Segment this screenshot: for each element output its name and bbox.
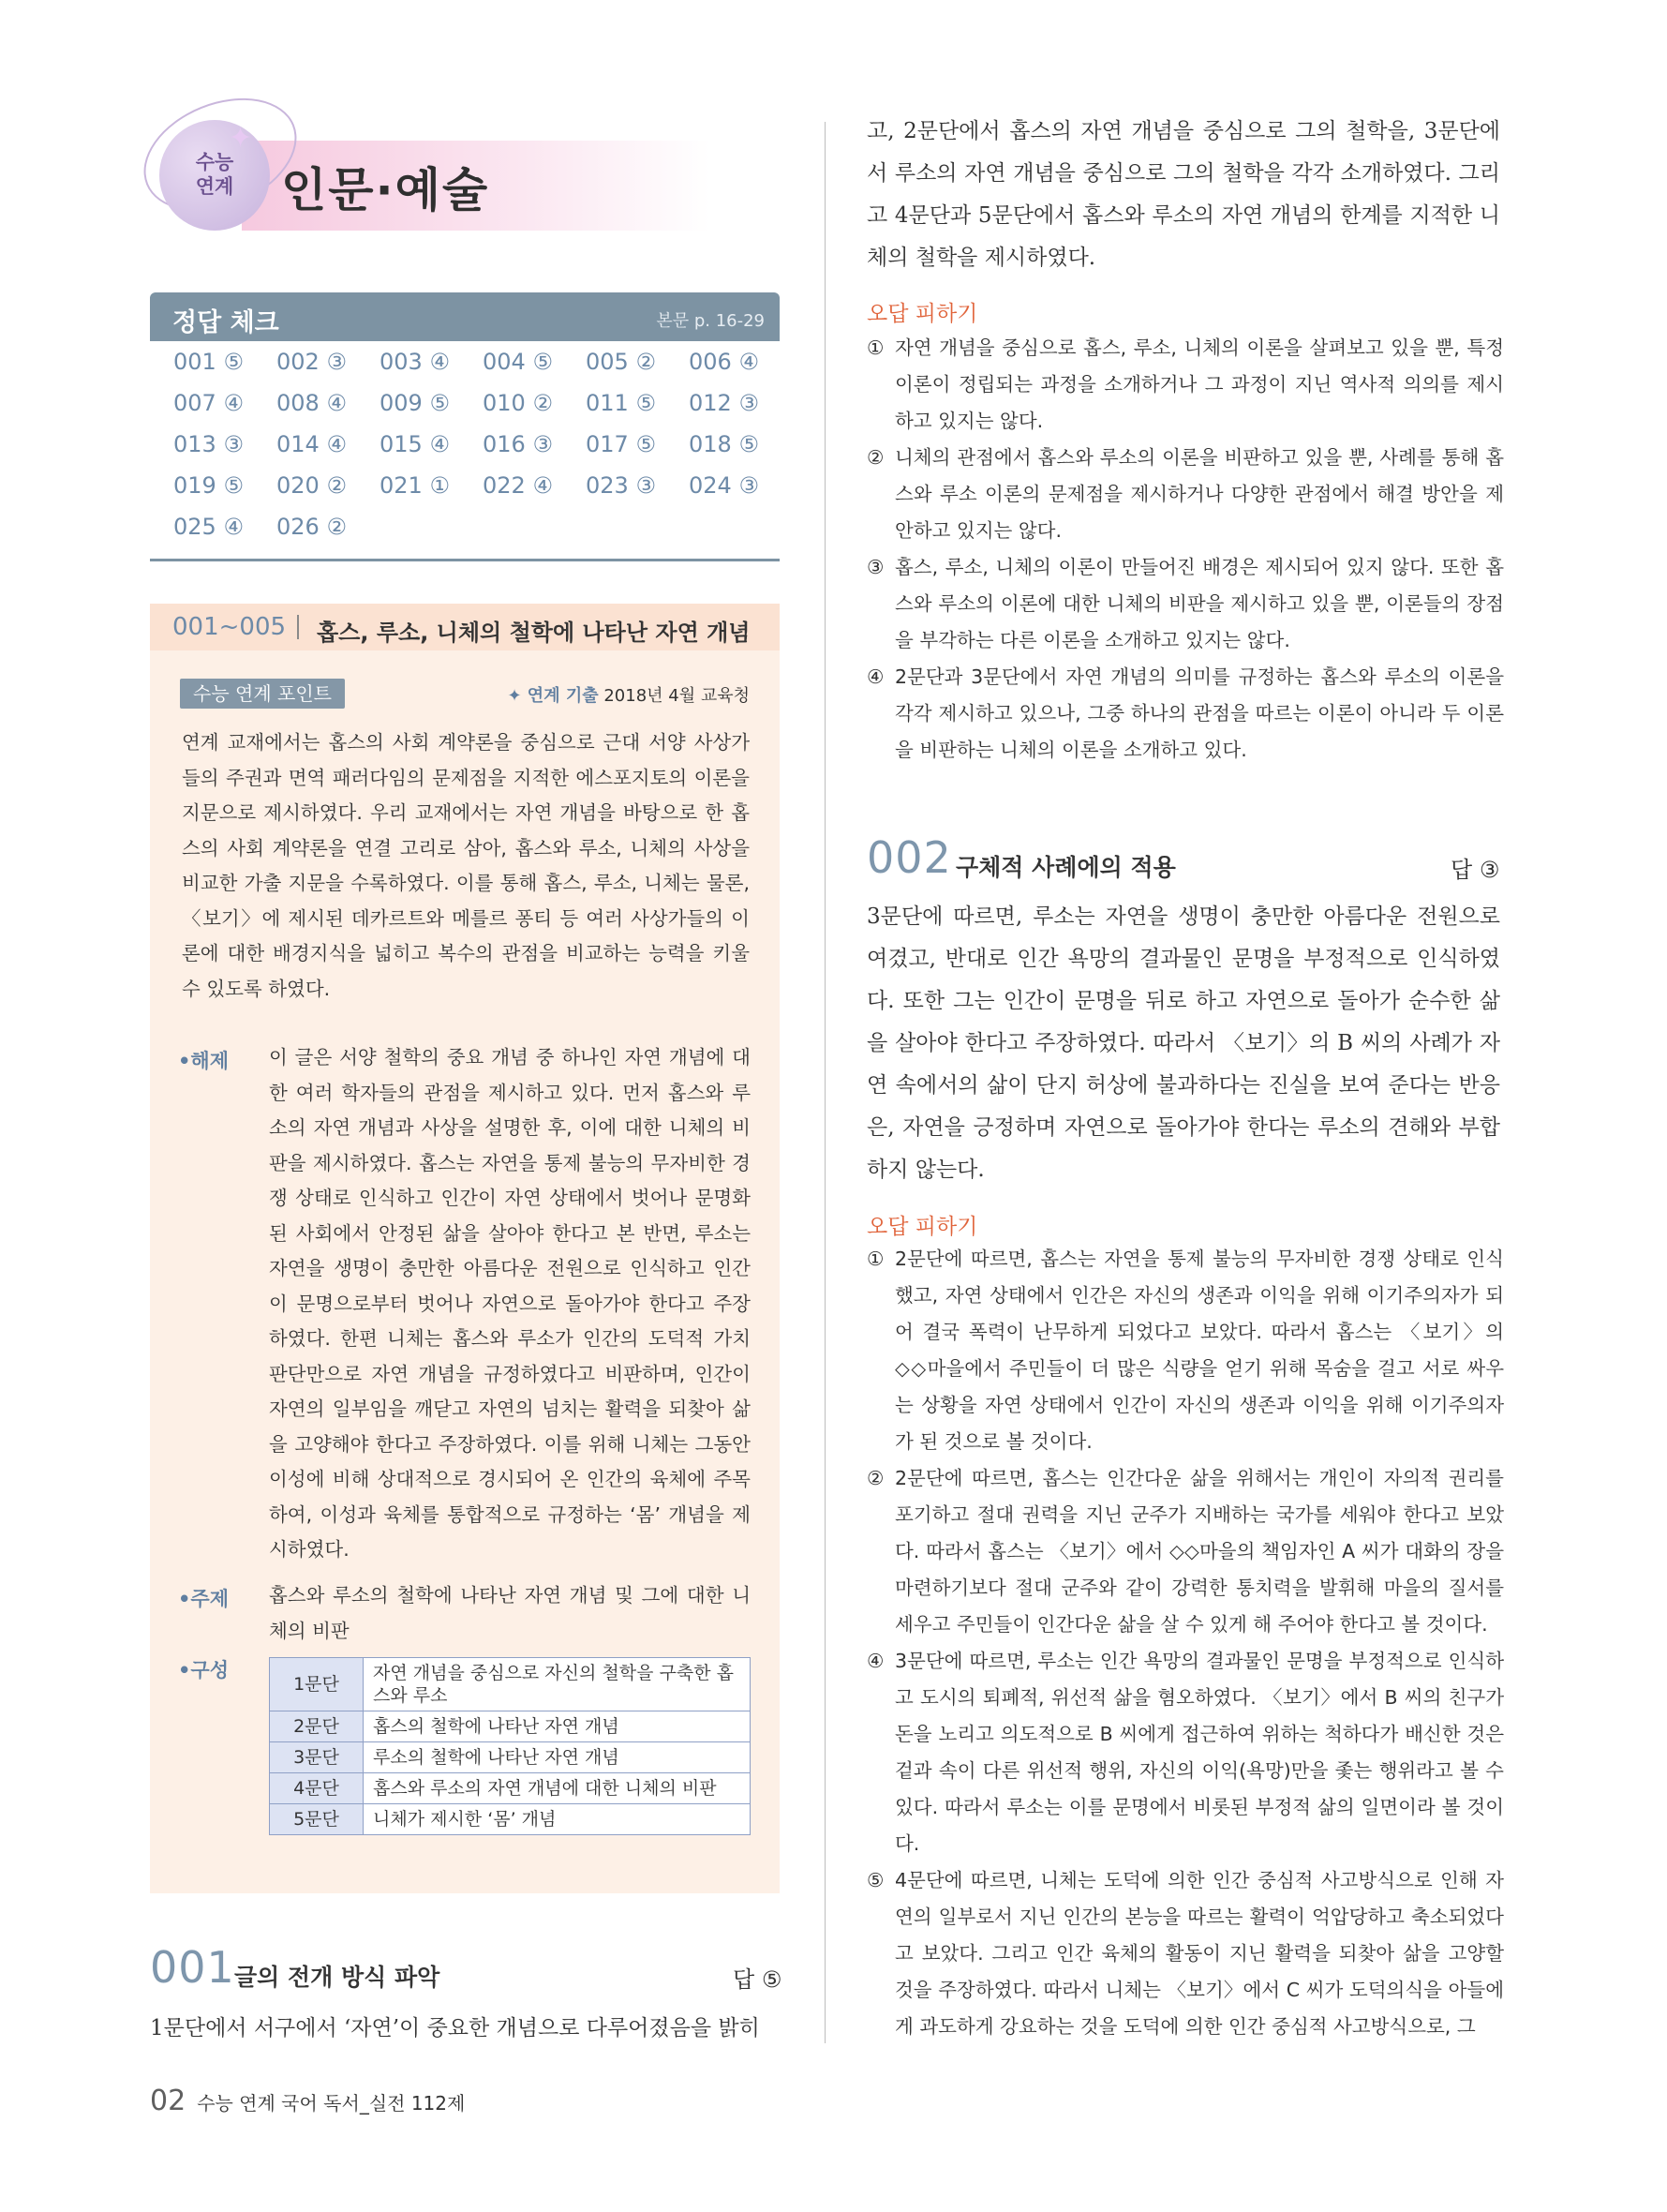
structure-paragraph: 2문단 <box>270 1711 364 1742</box>
option-item <box>867 549 1504 659</box>
q001-body-start: 1문단에서 서구에서 ‘자연’이 중요한 개념으로 다루어졌음을 밝히 <box>150 2016 760 2040</box>
header-badge-line2: 연계 <box>195 175 234 198</box>
option-text: 2문단에 따르면, 홉스는 인간다운 삶을 위해서는 개인이 자의적 권리를 포기하고 절대 권력을 지닌 군주가 지배하는 국가를 세워야 한다고 보았다. 따라서 홉스는 〈보기〉에서 ◇◇마을의 책임자인 A 씨가 대화의 장을 마련하기보다 절대 군주와 같이 강력한 통치력을 발휘해 마을의 질서를 세우고 주민들이 인간다운 삶을 살 수 있게 해 주어야 한다고 볼 것이다. <box>895 1467 1504 1636</box>
juje-label: •주제 <box>178 1588 229 1610</box>
structure-paragraph: 5문단 <box>270 1804 364 1835</box>
option-item <box>867 440 1504 549</box>
answer-item: 004 ⑤ <box>483 349 553 375</box>
option-number: ③ <box>867 556 885 578</box>
answer-item: 007 ④ <box>173 390 244 416</box>
answer-check-page-ref: 본문 p. 16-29 <box>656 311 765 331</box>
answer-item: 026 ② <box>276 514 347 540</box>
book-title: 수능 연계 국어 독서_실전 112제 <box>197 2092 466 2115</box>
q001-number: 001 <box>150 1942 235 1993</box>
option-item <box>867 659 1504 769</box>
answer-item: 009 ⑤ <box>380 390 450 416</box>
structure-row <box>270 1742 751 1773</box>
answer-item: 010 ② <box>483 390 553 416</box>
answer-item: 011 ⑤ <box>586 390 656 416</box>
option-number: ④ <box>867 665 885 688</box>
structure-row <box>270 1804 751 1835</box>
structure-paragraph: 1문단 <box>270 1658 364 1711</box>
page-number: 02 <box>150 2085 186 2117</box>
option-text: 홉스, 루소, 니체의 이론이 만들어진 배경은 제시되어 있지 않다. 또한 홉스와 루소의 이론에 대한 니체의 비판을 제시하고 있을 뿐, 이론들의 장점을 부각하는 다른 이론을 소개하고 있지는 않다. <box>895 556 1504 651</box>
q001-answer: 답 ⑤ <box>733 1966 782 1993</box>
option-item <box>867 330 1504 440</box>
point-box <box>150 650 780 1025</box>
answer-item: 016 ③ <box>483 431 553 457</box>
section-separator <box>297 615 299 639</box>
page-title: 인문·예술 <box>281 163 490 217</box>
answer-item: 015 ④ <box>380 431 450 457</box>
answer-item: 012 ③ <box>689 390 759 416</box>
answer-item: 006 ④ <box>689 349 759 375</box>
option-number: ② <box>867 446 885 469</box>
answer-check-title: 정답 체크 <box>172 308 279 337</box>
structure-paragraph: 4문단 <box>270 1773 364 1804</box>
answer-item: 017 ⑤ <box>586 431 656 457</box>
answer-item: 024 ③ <box>689 472 759 499</box>
option-item <box>867 1241 1504 1460</box>
q002-avoid-label: 오답 피하기 <box>867 1215 978 1239</box>
option-text: 2문단과 3문단에서 자연 개념의 의미를 규정하는 홉스와 루소의 이론을 각각 제시하고 있으나, 그중 하나의 관점을 따르는 이론이 아니라 두 이론을 비판하는 니체의 이론을 소개하고 있다. <box>895 665 1504 761</box>
structure-row <box>270 1658 751 1711</box>
structure-row <box>270 1711 751 1742</box>
option-number: ① <box>867 336 885 359</box>
answer-check-divider <box>150 559 780 561</box>
structure-row <box>270 1773 751 1804</box>
section-title: 홉스, 루소, 니체의 철학에 나타난 자연 개념 <box>317 620 751 646</box>
q002-body: 3문단에 따르면, 루소는 자연을 생명이 충만한 아름다운 전원으로 여겼고, 반대로 인간 욕망의 결과물인 문명을 부정적으로 인식하였다. 또한 그는 인간이 문명을 뒤로 하고 자연으로 돌아가 순수한 삶을 살아야 한다고 주장하였다. 따라서 〈보기〉의 B 씨의 사례가 자연 속에서의 삶이 단지 허상에 불과하다는 진실을 보여 준다는 반응은, 자연을 긍정하며 자연으로 돌아가야 한다는 루소의 견해와 부합하지 않는다. <box>867 904 1500 1182</box>
option-text: 2문단에 따르면, 홉스는 자연을 통제 불능의 무자비한 경쟁 상태로 인식했고, 자연 상태에서 인간은 자신의 생존과 이익을 위해 이기주의자가 되어 결국 폭력이 난무하게 되었다고 보았다. 따라서 홉스는 〈보기〉의 ◇◇마을에서 주민들이 더 많은 식량을 얻기 위해 목숨을 걸고 서로 싸우는 상황을 자연 상태에서 인간이 자신의 생존과 이익을 위해 이기주의자가 된 것으로 볼 것이다. <box>895 1248 1504 1453</box>
answer-item: 019 ⑤ <box>173 472 244 499</box>
option-item <box>867 1862 1504 2045</box>
answer-item: 013 ③ <box>173 431 244 457</box>
q001-avoid-label: 오답 피하기 <box>867 302 978 326</box>
option-text: 4문단에 따르면, 니체는 도덕에 의한 인간 중심적 사고방식으로 인해 자연의 일부로서 지닌 인간의 본능을 따르는 활력이 억압당하고 축소되었다고 보았다. 그리고 인간 육체의 활동이 지닌 활력을 되찾아 삶을 고양할 것을 주장하였다. 따라서 니체는 〈보기〉에서 C 씨가 도덕의식을 아들에게 과도하게 강요하는 것을 도덕에 의한 인간 중심적 사고방식으로, 그 <box>895 1869 1504 2038</box>
answer-item: 003 ④ <box>380 349 450 375</box>
structure-content: 홉스의 철학에 나타난 자연 개념 <box>364 1711 751 1742</box>
structure-table <box>269 1657 751 1835</box>
answer-item: 008 ④ <box>276 390 347 416</box>
gusung-label: •구성 <box>178 1659 229 1681</box>
structure-content: 홉스와 루소의 자연 개념에 대한 니체의 비판 <box>364 1773 751 1804</box>
answer-item: 005 ② <box>586 349 656 375</box>
linked-exam-source: 2018년 4월 교육청 <box>598 686 750 706</box>
answer-item: 021 ① <box>380 472 450 499</box>
option-number: ① <box>867 1248 885 1270</box>
q001-body-continued: 고, 2문단에서 홉스의 자연 개념을 중심으로 그의 철학을, 3문단에서 루소의 자연 개념을 중심으로 그의 철학을 각각 소개하였다. 그리고 4문단과 5문단에서 홉스와 루소의 자연 개념의 한계를 지적한 니체의 철학을 제시하였다. <box>867 119 1500 270</box>
q001-title: 글의 전개 방식 파악 <box>234 1964 440 1991</box>
option-number: ⑤ <box>867 1869 885 1891</box>
haeje-text: 이 글은 서양 철학의 중요 개념 중 하나인 자연 개념에 대한 여러 학자들의 관점을 제시하고 있다. 먼저 홉스와 루소의 자연 개념과 사상을 설명한 후, 이에 대한 니체의 비판을 제시하였다. 홉스는 자연을 통제 불능의 무자비한 경쟁 상태로 인식하고 인간이 자연 상태에서 벗어나 문명화된 사회에서 안정된 삶을 살아야 한다고 본 반면, 루소는 자연을 생명이 충만한 아름다운 전원으로 인식하고 인간이 문명으로부터 벗어나 자연으로 돌아가야 한다고 주장하였다. 한편 니체는 홉스와 루소가 인간의 도덕적 가치 판단만으로 자연 개념을 규정하였다고 비판하며, 인간이 자연의 일부임을 깨닫고 자연의 넘치는 활력을 되찾아 삶을 고양해야 한다고 주장하였다. 이를 위해 니체는 그동안 이성에 비해 상대적으로 경시되어 온 인간의 육체에 주목하여, 이성과 육체를 통합적으로 규정하는 ‘몸’ 개념을 제시하였다. <box>269 1046 751 1561</box>
answer-item: 022 ④ <box>483 472 553 499</box>
answer-item: 025 ④ <box>173 514 244 540</box>
q002-title: 구체적 사례에의 적용 <box>956 854 1176 881</box>
option-item <box>867 1643 1504 1862</box>
answer-item: 002 ③ <box>276 349 347 375</box>
option-number: ④ <box>867 1650 885 1672</box>
haeje-label: •해제 <box>178 1050 229 1072</box>
linked-exam <box>507 682 750 707</box>
sparkle-icon: ✦ <box>229 122 253 155</box>
point-text: 연계 교재에서는 홉스의 사회 계약론을 중심으로 근대 서양 사상가들의 주권과 면역 패러다임의 문제점을 지적한 에스포지토의 이론을 지문으로 제시하였다. 우리 교재에서는 자연 개념을 바탕으로 한 홉스의 사회 계약론을 연결 고리로 삼아, 홉스와 루소, 니체의 사상을 비교한 가출 지문을 수록하였다. 이를 통해 홉스, 루소, 니체는 물론, 〈보기〉에 제시된 데카르트와 메를르 퐁티 등 여러 사상가들의 이론에 대한 배경지식을 넓히고 복수의 관점을 비교하는 능력을 키울 수 있도록 하였다. <box>182 731 750 1000</box>
linked-exam-label: ✦ 연계 기출 <box>507 686 599 706</box>
section-range: 001~005 <box>172 613 287 641</box>
answer-item: 023 ③ <box>586 472 656 499</box>
option-text: 니체의 관점에서 홉스와 루소의 이론을 비판하고 있을 뿐, 사례를 통해 홉스와 루소 이론의 문제점을 제시하거나 다양한 관점에서 해결 방안을 제안하고 있지는 않다. <box>895 446 1504 542</box>
q002-options <box>867 1241 1504 2045</box>
answer-item: 001 ⑤ <box>173 349 244 375</box>
option-item <box>867 1460 1504 1643</box>
column-divider <box>825 122 826 2043</box>
structure-paragraph: 3문단 <box>270 1742 364 1773</box>
q002-answer: 답 ③ <box>1451 857 1500 883</box>
option-text: 자연 개념을 중심으로 홉스, 루소, 니체의 이론을 살펴보고 있을 뿐, 특정 이론이 정립되는 과정을 소개하거나 그 과정이 지닌 역사적 의의를 제시하고 있지는 않다. <box>895 336 1504 432</box>
header-badge <box>159 120 270 231</box>
section-header <box>150 604 780 650</box>
option-number: ② <box>867 1467 885 1489</box>
answer-item: 020 ② <box>276 472 347 499</box>
q001-options <box>867 330 1504 769</box>
point-badge: 수능 연계 포인트 <box>180 679 345 709</box>
answer-item: 018 ⑤ <box>689 431 759 457</box>
juje-text: 홉스와 루소의 철학에 나타난 자연 개념 및 그에 대한 니체의 비판 <box>269 1584 751 1642</box>
option-text: 3문단에 따르면, 루소는 인간 욕망의 결과물인 문명을 부정적으로 인식하고 도시의 퇴폐적, 위선적 삶을 혐오하였다. 〈보기〉에서 B 씨의 친구가 돈을 노리고 의도적으로 B 씨에게 접근하여 위하는 척하다가 배신한 것은 겉과 속이 다른 위선적 행위, 자신의 이익(욕망)만을 좇는 행위라고 볼 수 있다. 따라서 루소는 이를 문명에서 비롯된 부정적 삶의 일면이라 볼 것이다. <box>895 1650 1504 1855</box>
answer-item: 014 ④ <box>276 431 347 457</box>
answer-check-header <box>150 292 780 341</box>
q002-number: 002 <box>867 832 952 883</box>
header-badge-line1: 수능 <box>195 151 234 173</box>
structure-content: 루소의 철학에 나타난 자연 개념 <box>364 1742 751 1773</box>
structure-content: 니체가 제시한 ‘몸’ 개념 <box>364 1804 751 1835</box>
structure-content: 자연 개념을 중심으로 자신의 철학을 구축한 홉스와 루소 <box>364 1658 751 1711</box>
page-footer <box>150 2085 465 2117</box>
